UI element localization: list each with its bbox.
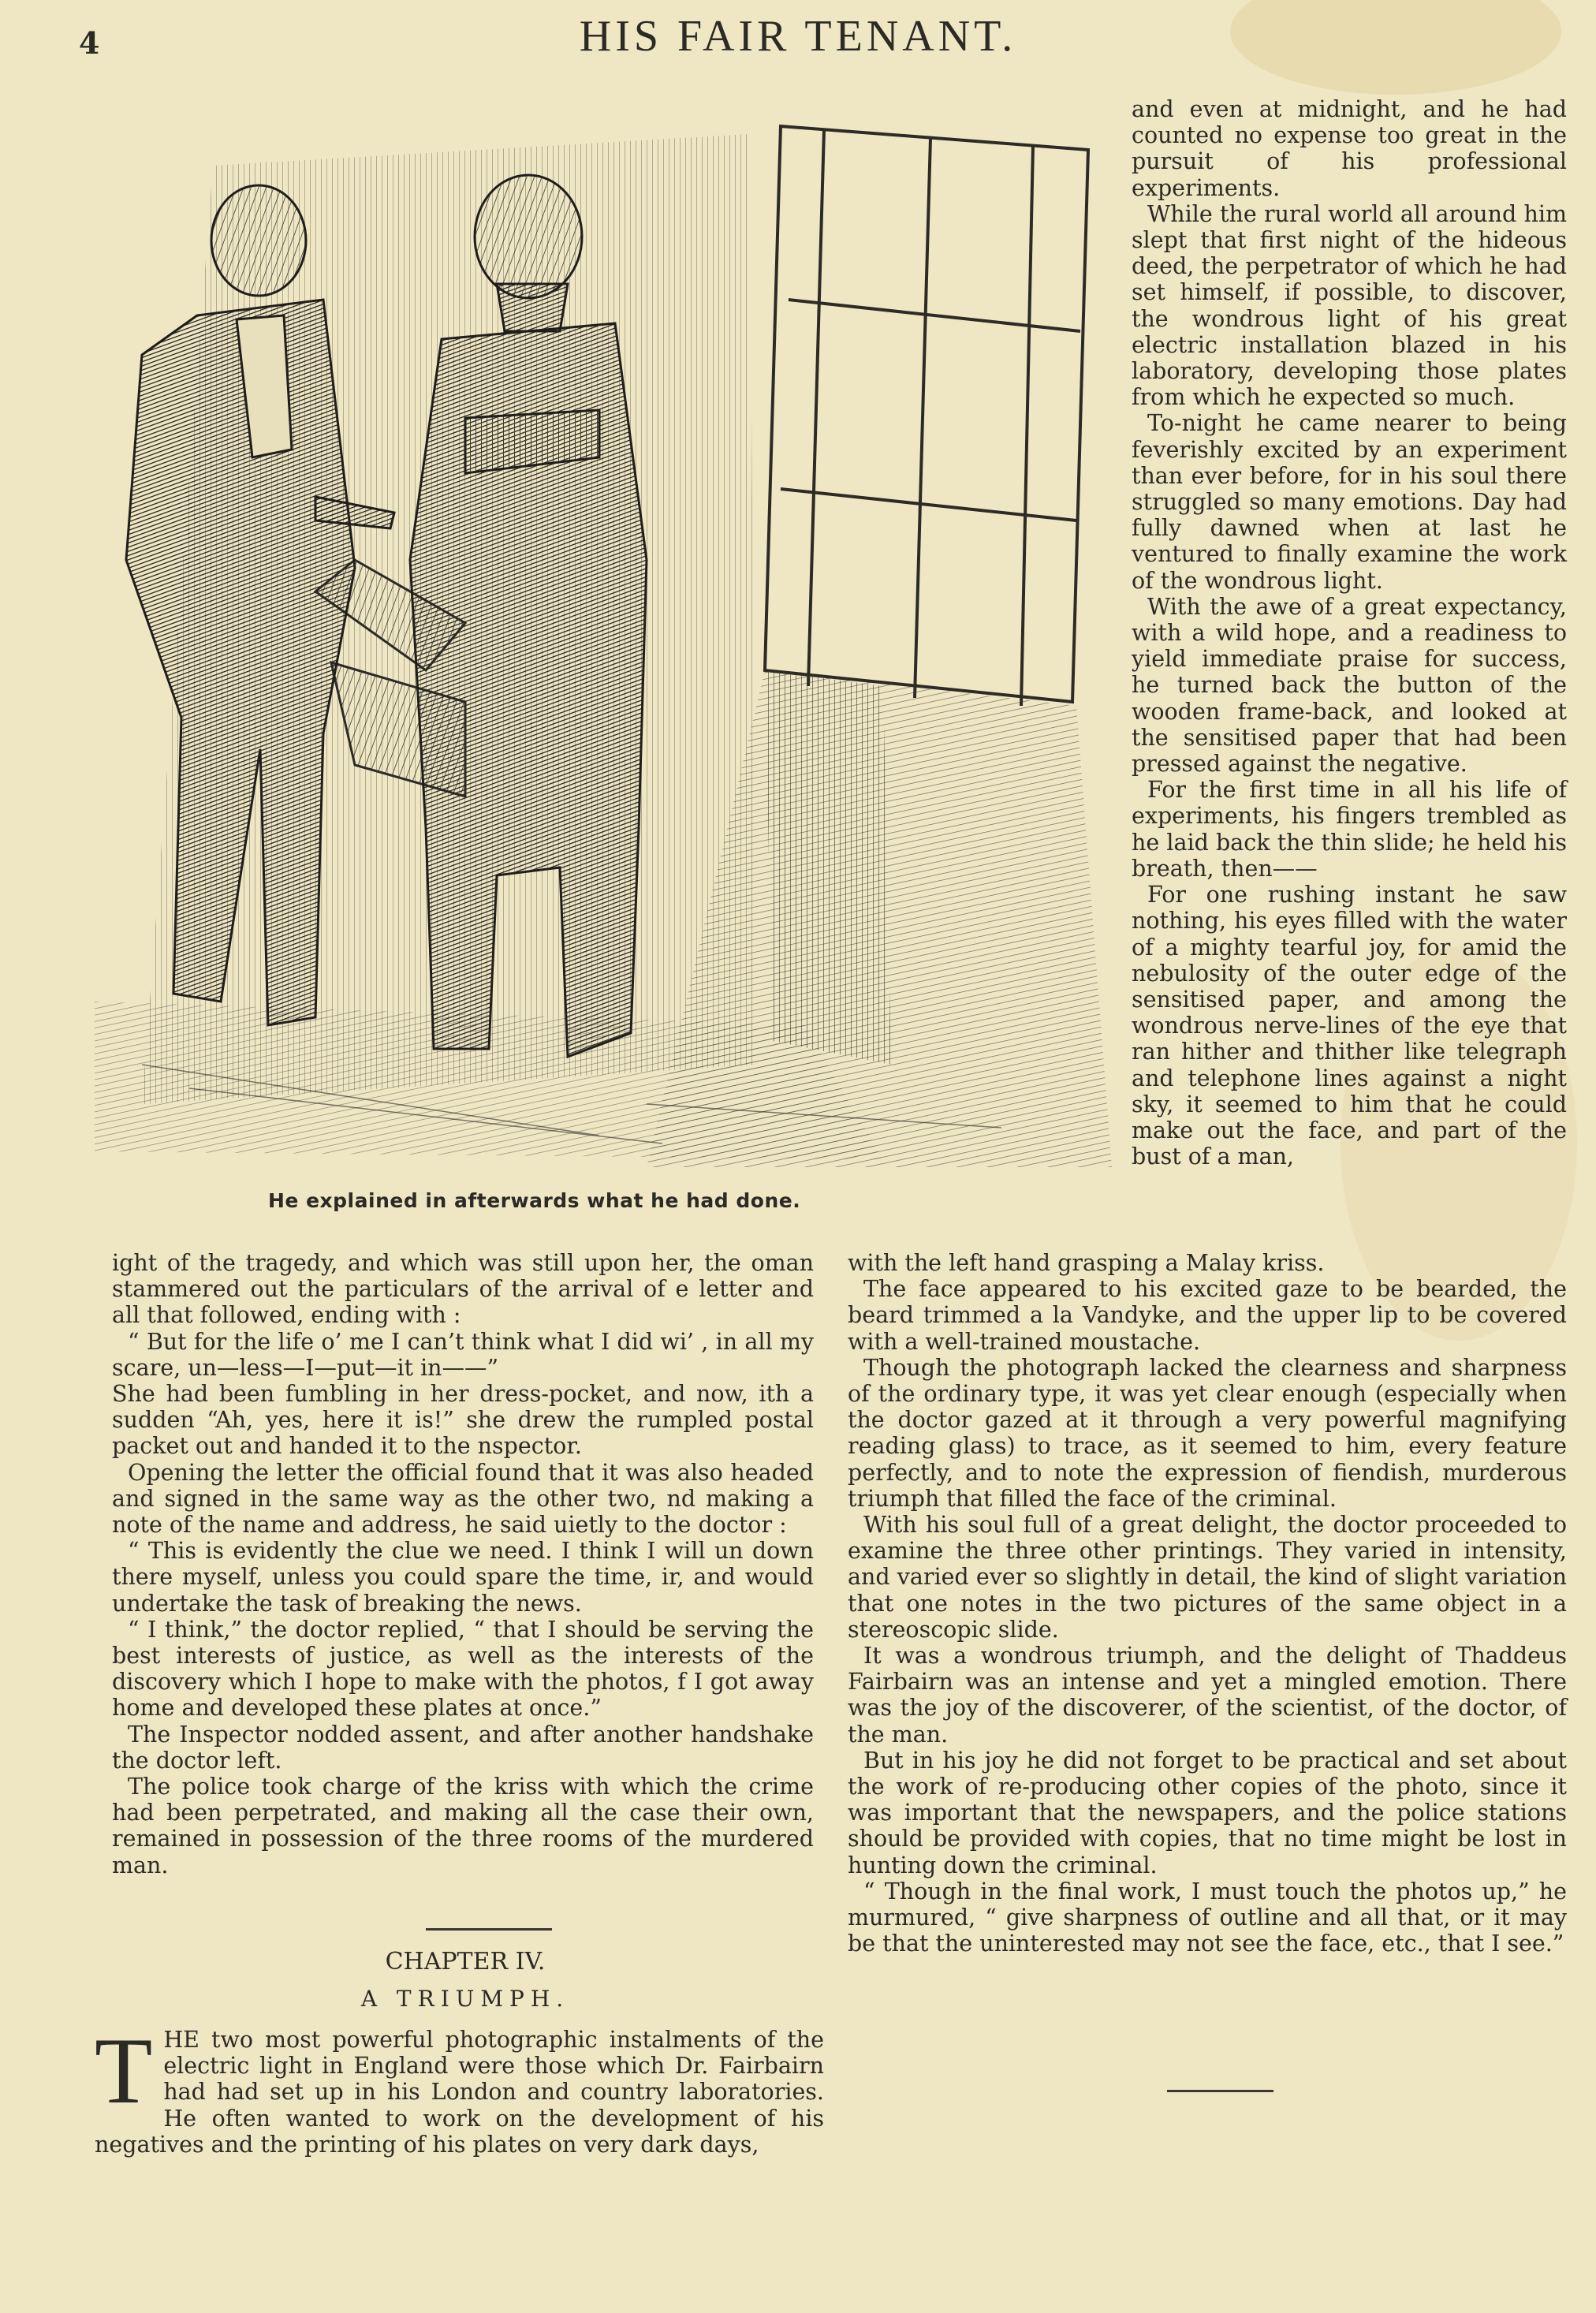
- two-men-engraving: [95, 118, 1112, 1167]
- chapter-divider: [426, 1928, 552, 1931]
- paragraph: and even at midnight, and he had counted no expense too great in the pursuit of his professional experiments.: [1132, 96, 1567, 201]
- paragraph: She had been fumbling in her dress-pocket, and now, ith a sudden “Ah, yes, here it is!” she drew the rumpled postal packet out and handed it to the nspector.: [112, 1381, 814, 1460]
- paragraph: It was a wondrous triumph, and the delight of Thaddeus Fairbairn was an intense and yet a mingled emotion. There was the joy of the discoverer, of the scientist, of the doctor, of the man.: [848, 1643, 1567, 1748]
- paragraph: For one rushing instant he saw nothing, his eyes filled with the water of a mighty tearful joy, for amid the nebulosity of the outer edge of the sensitised paper, and among the wondrous nerve-lines of the eye that ran hither and thither like telegraph and telephone lines against a night sky, it seemed to him that he could make out the face, and part of the bust of a man,: [1132, 882, 1567, 1170]
- paragraph: With his soul full of a great delight, the doctor proceeded to examine the three other printings. They varied in intensity, and varied ever so slightly in detail, the kind of slight variation that one notes in the two pictures of the same object in a stereoscopic slide.: [848, 1512, 1567, 1643]
- paragraph: For the first time in all his life of experiments, his fingers trembled as he laid back the thin slide; he held his breath, then——: [1132, 777, 1567, 882]
- right-column-bottom: [848, 1250, 1567, 1957]
- chapter-number: CHAPTER IV.: [385, 1948, 546, 1975]
- paragraph: The Inspector nodded assent, and after another handshake the doctor left.: [112, 1721, 814, 1774]
- paragraph: Opening the letter the official found that it was also headed and signed in the same way as the other two, nd making a note of the name and address, he said uietly to the doctor :: [112, 1459, 814, 1539]
- left-column: [112, 1250, 814, 1878]
- paragraph: While the rural world all around him slept that first night of the hideous deed, the perpetrator of which he had set himself, if possible, to discover, the wondrous light of his great electric installation blazed in his laboratory, developing those plates from which he expected so much.: [1132, 200, 1567, 411]
- paragraph: The face appeared to his excited gaze to be bearded, the beard trimmed a la Vandyke, and the upper lip to be covered with a well-trained moustache.: [848, 1276, 1567, 1355]
- running-title: HIS FAIR TENANT.: [579, 12, 1017, 61]
- chapter-opening: [95, 2018, 824, 2158]
- paragraph: With the awe of a great expectancy, with a wild hope, and a readiness to yield immediate praise for success, he turned back the button of the wooden frame-back, and looked at the sensitised paper that had been pressed against the negative.: [1132, 593, 1567, 778]
- paragraph: But in his joy he did not forget to be practical and set about the work of re-producing other copies of the photo, since it was important that the newspapers, and the police stations should be provided with copies, that no time might be lost in hunting down the criminal.: [848, 1747, 1567, 1878]
- paragraph: To-night he came nearer to being feverishly excited by an experiment than ever before, for in his soul there struggled so many emotions. Day had fully dawned when at last he ventured to finally examine the work of the wondrous light.: [1132, 410, 1567, 594]
- chapter-title: A TRIUMPH.: [360, 1986, 570, 2012]
- paragraph: Though the photograph lacked the clearness and sharpness of the ordinary type, it was yet clear enough (especially when the doctor gazed at it through a very powerful magnifying reading glass) to trace, as it seemed to him, every feature perfectly, and to note the expression of fiendish, murderous triumph that filled the face of the criminal.: [848, 1354, 1567, 1512]
- right-column-top: [1132, 96, 1567, 1170]
- chapter-opening-text: HE two most powerful photographic instalments of the electric light in England were those which Dr. Fairbairn had had set up in his London and country laboratories. He often wanted to work on the development of his negatives and the printing of his plates on very dark days,: [95, 2027, 824, 2158]
- paragraph: “ But for the life o’ me I can’t think what I did wi’ , in all my scare, un—less—I—put—it in——”: [112, 1328, 814, 1381]
- page-number: 4: [79, 25, 100, 61]
- paragraph: with the left hand grasping a Malay kriss.: [848, 1250, 1325, 1276]
- end-rule: [1167, 2090, 1273, 2092]
- paragraph: “ Though in the final work, I must touch the photos up,” he murmured, “ give sharpness of outline and all that, or it may be that the uninterested may not see the face, etc., that I see.”: [848, 1878, 1567, 1957]
- paragraph: “ This is evidently the clue we need. I think I will un down there myself, unless you could spare the time, ir, and would undertake the task of breaking the news.: [112, 1538, 814, 1617]
- paragraph: ight of the tragedy, and which was still upon her, the oman stammered out the particulars of the arrival of e letter and all that followed, ending with :: [112, 1250, 814, 1329]
- paragraph: The police took charge of the kriss with which the crime had been perpetrated, and making all the case their own, remained in possession of the three rooms of the murdered man.: [112, 1774, 814, 1878]
- illustration-caption: He explained in afterwards what he had done.: [268, 1189, 801, 1212]
- paragraph: “ I think,” the doctor replied, “ that I should be serving the best interests of justice, as well as the interests of the discovery which I hope to make with the photos, f I got away home and developed these plates at once.”: [112, 1616, 814, 1722]
- drop-cap: T: [95, 2018, 153, 2123]
- engraving-illustration: [95, 118, 1112, 1167]
